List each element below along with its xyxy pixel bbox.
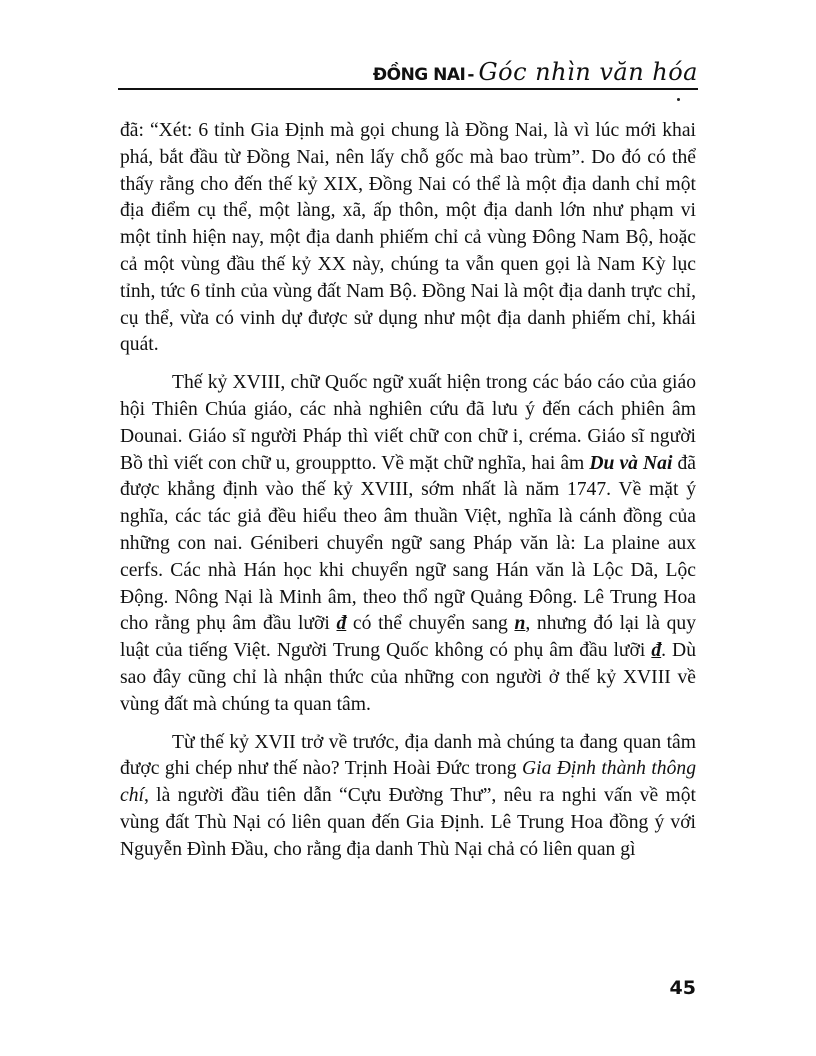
letter-d-emphasis-2: đ	[651, 640, 662, 662]
header-title	[373, 58, 698, 86]
paragraph-2	[120, 370, 696, 718]
page-number: 45	[669, 977, 696, 999]
du-va-nai-emphasis: Du và Nai	[589, 452, 673, 474]
header-title-bold: ĐỒNG NAI	[372, 65, 466, 85]
header-rule	[118, 88, 698, 90]
running-header	[118, 52, 698, 92]
paragraph-3	[120, 730, 696, 864]
header-dot	[677, 98, 680, 101]
letter-n-emphasis: n	[514, 613, 526, 635]
body-text	[120, 118, 696, 864]
paragraph-3-text-1: Từ thế kỷ XVII trở về trước, địa danh mà chúng ta đang quan tâm được ghi chép như thế nào? Trịnh Hoài Đức trong	[120, 731, 696, 780]
paragraph-3-text-2: , là người đầu tiên dẫn “Cựu Đường Thư”, nêu ra nghi vấn về một vùng đất Thù Nại có liên quan đến Gia Định. Lê Trung Hoa đồng ý với Nguyễn Đình Đầu, cho rằng địa danh Thù Nại chả có liên quan gì	[120, 785, 696, 860]
paragraph-2-text-1: Thế kỷ XVIII, chữ Quốc ngữ xuất hiện trong các báo cáo của giáo hội Thiên Chúa giáo, các nhà nghiên cứu đã lưu ý đến cách phiên âm Dounai. Giáo sĩ người Pháp thì viết chữ con chữ i, créma. Giáo sĩ người Bồ thì viết con chữ u, groupptto. Về mặt chữ nghĩa, hai âm	[120, 372, 696, 474]
paragraph-2-text-3: có thể chuyển sang	[346, 613, 515, 635]
header-separator: -	[467, 65, 475, 85]
paragraph-1: đã: “Xét: 6 tỉnh Gia Định mà gọi chung là Đồng Nai, là vì lúc mới khai phá, bắt đầu từ Đồng Nai, nên lấy chỗ gốc mà bao trùm”. Do đó có thể thấy rằng cho đến thế kỷ XIX, Đồng Nai có thể là một địa danh chỉ một địa điểm cụ thể, một làng, xã, ấp thôn, một địa danh lớn như phạm vi một tỉnh hiện nay, một địa danh phiếm chỉ cả vùng Đông Nam Bộ, hoặc cả một vùng đầu thế kỷ XX này, chúng ta vẫn quen gọi là Nam Kỳ lục tỉnh, tức 6 tỉnh của vùng đất Nam Bộ. Đồng Nai là một địa danh trực chỉ, cụ thể, vừa có vinh dự được sử dụng như một địa danh phiếm chỉ, khái quát.	[120, 120, 696, 356]
paragraph-2-text-5: . Dù sao đây cũng chỉ là nhận thức của những con người ở thế kỷ XVIII về vùng đất mà chúng ta quan tâm.	[120, 640, 696, 715]
book-title: Gia Định thành thông chí	[120, 758, 696, 807]
header-title-script: Góc nhìn văn hóa	[478, 58, 698, 86]
letter-d-emphasis-1: đ	[336, 613, 347, 635]
paragraph-2-text-4: , nhưng đó lại là quy luật của tiếng Việt. Người Trung Quốc không có phụ âm đầu lưỡi	[120, 613, 697, 662]
paragraph-2-text-2: đã được khẳng định vào thế kỷ XVIII, sớm nhất là năm 1747. Về mặt ý nghĩa, các tác giả đều hiểu theo âm thuần Việt, nghĩa là cánh đồng của những con nai. Géniberi chuyển ngữ sang Pháp văn là: La plaine aux cerfs. Các nhà Hán học khi chuyển ngữ sang Hán văn là Lộc Dã, Lộc Động. Nông Nại là Minh âm, theo thổ ngữ Quảng Đông. Lê Trung Hoa cho rằng phụ âm đầu lưỡi	[120, 452, 696, 635]
